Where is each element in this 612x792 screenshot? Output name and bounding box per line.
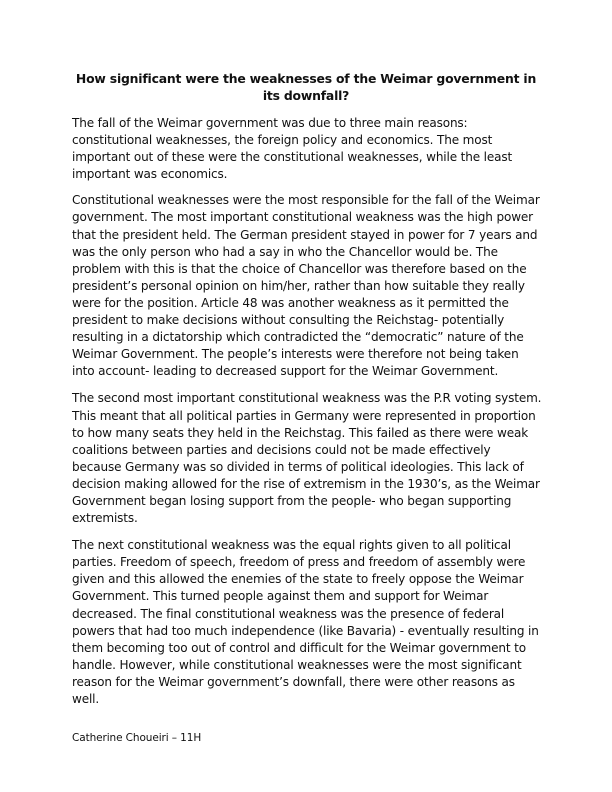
paragraph-introduction: The fall of the Weimar government was due to three main reasons: constitutional weaknesses, the foreign policy and economics. The most important out of these were the constitutional weaknesses, while the least important was economics. xyxy=(72,116,513,182)
paragraph-president-power: Constitutional weaknesses were the most responsible for the fall of the Weimar government. The most important constitutional weakness was the high power that the president held. The German president stayed in power for 7 years and was the only person who had a say in who the Chancellor would be. The problem with this is that the choice of Chancellor was therefore based on the president’s personal opinion on him/her, rather than how suitable they really were for the position. Article 48 was another weakness as it permitted the president to make decisions without consulting the Reichstag- potentially resulting in a dictatorship which contradicted the “democratic” nature of the Weimar Government. The people’s interests were therefore not being taken into account- leading to decreased support for the Weimar Government. xyxy=(72,193,540,379)
document-title: How significant were the weaknesses of the Weimar government in its downfall? xyxy=(75,71,537,103)
author-footer: Catherine Choueiri – 11H xyxy=(72,732,202,744)
document-body xyxy=(72,115,542,717)
paragraph-equal-rights: The next constitutional weakness was the equal rights given to all political parties. Freedom of speech, freedom of press and freedom of assembly were given and this allowed the enemies of the state to freely oppose the Weimar Government. This turned people against them and support for Weimar decreased. The final constitutional weakness was the presence of federal powers that had too much independence (like Bavaria) - eventually resulting in them becoming too out of control and difficult for the Weimar government to handle. However, while constitutional weaknesses were the most significant reason for the Weimar government’s downfall, there were other reasons as well. xyxy=(72,538,539,706)
paragraph-pr-voting: The second most important constitutional weakness was the P.R voting system. This meant that all political parties in Germany were represented in proportion to how many seats they held in the Reichstag. This failed as there were weak coalitions between parties and decisions could not be made effectively because Germany was so divided in terms of political ideologies. This lack of decision making allowed for the rise of extremism in the 1930’s, as the Weimar Government began losing support from the people- who began supporting extremists. xyxy=(72,391,542,526)
